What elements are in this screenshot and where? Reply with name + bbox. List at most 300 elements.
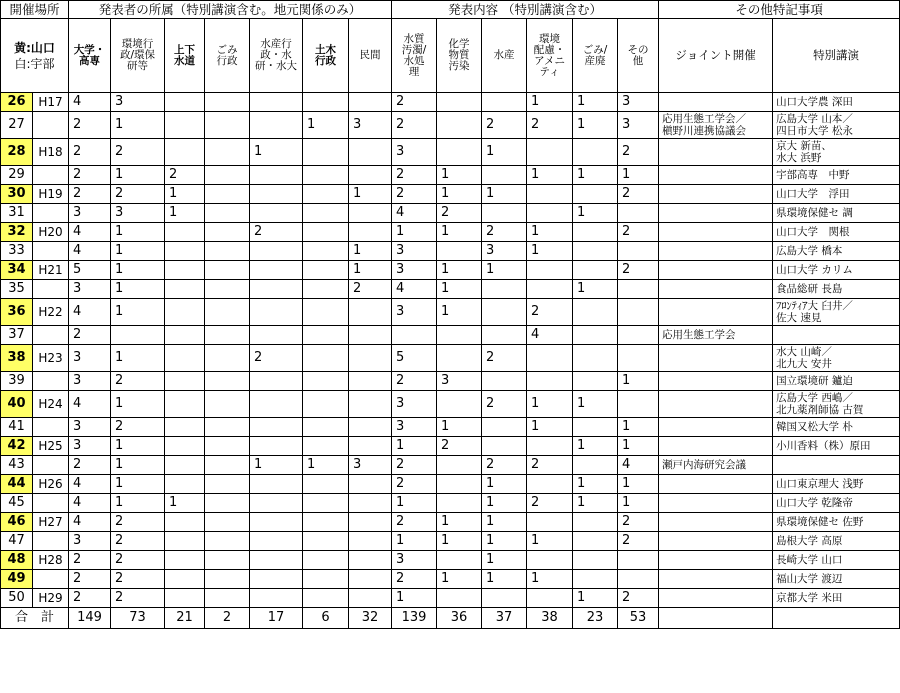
count-cell (205, 551, 250, 570)
count-cell (165, 261, 205, 280)
joint-event (659, 513, 773, 532)
count-cell: 1 (111, 223, 165, 242)
count-cell (527, 204, 573, 223)
count-cell: 1 (527, 223, 573, 242)
count-cell: 2 (69, 589, 111, 608)
session-number: 41 (1, 418, 33, 437)
joint-event (659, 372, 773, 391)
count-cell (573, 261, 618, 280)
session-year: H19 (33, 185, 69, 204)
count-cell (527, 589, 573, 608)
special-lecture: 広島大学 山本／ 四日市大学 松永 (773, 112, 900, 139)
count-cell: 3 (392, 299, 437, 326)
joint-event (659, 185, 773, 204)
header-affiliation: 発表者の所属（特別講演含む。地元関係のみ） (69, 1, 392, 19)
count-cell (482, 372, 527, 391)
count-cell: 2 (527, 494, 573, 513)
total-label: 合 計 (1, 608, 69, 629)
count-cell (618, 280, 659, 299)
count-cell: 1 (392, 532, 437, 551)
count-cell (482, 204, 527, 223)
joint-event (659, 551, 773, 570)
count-cell: 2 (392, 372, 437, 391)
count-cell (250, 391, 303, 418)
count-cell: 1 (437, 223, 482, 242)
count-cell: 1 (111, 112, 165, 139)
count-cell: 3 (392, 139, 437, 166)
count-cell: 2 (482, 345, 527, 372)
session-number: 38 (1, 345, 33, 372)
count-cell (618, 299, 659, 326)
count-cell: 5 (69, 261, 111, 280)
count-cell: 1 (482, 475, 527, 494)
table-row (1, 475, 900, 494)
table-row (1, 299, 900, 326)
table-row (1, 261, 900, 280)
count-cell: 1 (349, 242, 392, 261)
joint-event: 応用生態工学会 (659, 326, 773, 345)
count-cell (618, 326, 659, 345)
count-cell (349, 326, 392, 345)
special-lecture: 山口大学 乾隆帝 (773, 494, 900, 513)
count-cell (205, 185, 250, 204)
table-row (1, 589, 900, 608)
session-year (33, 280, 69, 299)
count-cell: 1 (437, 532, 482, 551)
column-header-12: その 他 (618, 19, 659, 93)
count-cell (250, 589, 303, 608)
count-cell (437, 345, 482, 372)
count-cell: 1 (527, 418, 573, 437)
count-cell (303, 551, 349, 570)
count-cell (205, 532, 250, 551)
count-cell: 2 (111, 185, 165, 204)
count-cell (349, 139, 392, 166)
session-year: H26 (33, 475, 69, 494)
session-number: 47 (1, 532, 33, 551)
count-cell (618, 242, 659, 261)
count-cell: 1 (111, 345, 165, 372)
count-cell (250, 93, 303, 112)
count-cell (618, 570, 659, 589)
count-cell (205, 261, 250, 280)
table-row (1, 139, 900, 166)
count-cell: 2 (527, 299, 573, 326)
special-lecture: 京大 新苗、 水大 浜野 (773, 139, 900, 166)
count-cell (573, 223, 618, 242)
table-row (1, 494, 900, 513)
count-cell: 2 (69, 139, 111, 166)
count-cell (165, 299, 205, 326)
session-year (33, 326, 69, 345)
column-header-2: 上下 水道 (165, 19, 205, 93)
session-year: H18 (33, 139, 69, 166)
count-cell: 2 (618, 223, 659, 242)
session-number: 33 (1, 242, 33, 261)
session-year: H29 (33, 589, 69, 608)
count-cell: 4 (618, 456, 659, 475)
total-cell: 139 (392, 608, 437, 629)
total-cell: 6 (303, 608, 349, 629)
count-cell (165, 372, 205, 391)
count-cell: 2 (392, 475, 437, 494)
session-year: H17 (33, 93, 69, 112)
count-cell: 1 (618, 475, 659, 494)
count-cell: 2 (69, 551, 111, 570)
table-row (1, 93, 900, 112)
count-cell (303, 345, 349, 372)
session-number: 39 (1, 372, 33, 391)
session-year (33, 418, 69, 437)
count-cell: 3 (111, 204, 165, 223)
count-cell: 3 (111, 93, 165, 112)
count-cell (205, 437, 250, 456)
count-cell: 1 (482, 513, 527, 532)
count-cell (205, 242, 250, 261)
joint-event (659, 418, 773, 437)
session-number: 50 (1, 589, 33, 608)
count-cell (527, 475, 573, 494)
count-cell (482, 418, 527, 437)
count-cell: 1 (527, 532, 573, 551)
count-cell: 1 (618, 437, 659, 456)
count-cell (205, 166, 250, 185)
count-cell: 1 (111, 456, 165, 475)
count-cell (303, 532, 349, 551)
table-row (1, 437, 900, 456)
count-cell (303, 475, 349, 494)
count-cell: 2 (527, 112, 573, 139)
count-cell (205, 112, 250, 139)
count-cell: 2 (111, 418, 165, 437)
count-cell (111, 326, 165, 345)
session-number: 30 (1, 185, 33, 204)
table-row (1, 185, 900, 204)
count-cell: 1 (250, 456, 303, 475)
count-cell: 2 (392, 166, 437, 185)
total-cell: 149 (69, 608, 111, 629)
count-cell (303, 494, 349, 513)
count-cell (303, 418, 349, 437)
count-cell (303, 204, 349, 223)
count-cell (205, 326, 250, 345)
count-cell: 2 (437, 204, 482, 223)
table-row (1, 513, 900, 532)
session-year (33, 456, 69, 475)
header-legend (1, 19, 69, 93)
total-cell: 21 (165, 608, 205, 629)
total-cell: 37 (482, 608, 527, 629)
count-cell (349, 532, 392, 551)
count-cell (205, 418, 250, 437)
count-cell: 2 (250, 345, 303, 372)
count-cell (482, 93, 527, 112)
count-cell (437, 242, 482, 261)
count-cell: 1 (618, 494, 659, 513)
special-lecture (773, 326, 900, 345)
count-cell: 2 (392, 456, 437, 475)
total-joint-empty (659, 608, 773, 629)
special-lecture: 県環境保健セ 調 (773, 204, 900, 223)
count-cell (205, 456, 250, 475)
count-cell (165, 532, 205, 551)
joint-event (659, 93, 773, 112)
count-cell (349, 570, 392, 589)
count-cell (349, 589, 392, 608)
count-cell: 3 (618, 93, 659, 112)
session-year: H25 (33, 437, 69, 456)
count-cell (437, 391, 482, 418)
count-cell (165, 456, 205, 475)
count-cell: 1 (482, 494, 527, 513)
session-year: H24 (33, 391, 69, 418)
count-cell (303, 391, 349, 418)
special-lecture: 山口大学 カリム (773, 261, 900, 280)
count-cell (303, 280, 349, 299)
legend-ube: 白:宇部 (14, 56, 55, 71)
count-cell: 1 (482, 532, 527, 551)
session-number: 46 (1, 513, 33, 532)
session-year: H20 (33, 223, 69, 242)
count-cell (349, 475, 392, 494)
count-cell (303, 589, 349, 608)
count-cell (527, 185, 573, 204)
count-cell (205, 513, 250, 532)
session-year: H28 (33, 551, 69, 570)
count-cell: 4 (392, 204, 437, 223)
count-cell: 3 (69, 204, 111, 223)
session-year (33, 112, 69, 139)
count-cell: 2 (111, 551, 165, 570)
count-cell (573, 418, 618, 437)
count-cell (303, 437, 349, 456)
count-cell (205, 494, 250, 513)
count-cell: 1 (392, 494, 437, 513)
special-lecture: 小川香料（株）原田 (773, 437, 900, 456)
special-lecture: 水大 山崎／ 北九大 安井 (773, 345, 900, 372)
total-cell: 23 (573, 608, 618, 629)
count-cell: 1 (482, 261, 527, 280)
special-lecture: 宇部高専 中野 (773, 166, 900, 185)
special-lecture: 山口東京理大 浅野 (773, 475, 900, 494)
count-cell (482, 280, 527, 299)
count-cell: 2 (165, 166, 205, 185)
count-cell (205, 345, 250, 372)
count-cell: 1 (111, 475, 165, 494)
count-cell: 1 (349, 261, 392, 280)
count-cell: 3 (69, 437, 111, 456)
count-cell (349, 418, 392, 437)
column-header-4: 水産行 政・水 研・水大 (250, 19, 303, 93)
count-cell: 2 (69, 166, 111, 185)
count-cell (303, 326, 349, 345)
count-cell: 1 (527, 242, 573, 261)
session-number: 27 (1, 112, 33, 139)
count-cell (165, 475, 205, 494)
count-cell: 4 (69, 223, 111, 242)
count-cell (303, 93, 349, 112)
legend-yamaguchi: 黄:山口 (14, 40, 55, 55)
count-cell: 1 (437, 166, 482, 185)
count-cell (165, 280, 205, 299)
count-cell (303, 261, 349, 280)
count-cell: 3 (392, 261, 437, 280)
count-cell (437, 456, 482, 475)
session-year (33, 570, 69, 589)
count-cell: 4 (69, 513, 111, 532)
count-cell (573, 551, 618, 570)
count-cell (527, 437, 573, 456)
count-cell: 3 (392, 551, 437, 570)
count-cell: 2 (69, 570, 111, 589)
count-cell: 2 (111, 589, 165, 608)
session-year: H27 (33, 513, 69, 532)
special-lecture: 山口大学 関根 (773, 223, 900, 242)
session-number: 31 (1, 204, 33, 223)
table-row (1, 418, 900, 437)
session-number: 36 (1, 299, 33, 326)
column-header-5: 土木 行政 (303, 19, 349, 93)
count-cell: 1 (618, 166, 659, 185)
special-lecture: 山口大学農 深田 (773, 93, 900, 112)
count-cell (573, 570, 618, 589)
joint-event (659, 589, 773, 608)
count-cell: 3 (392, 391, 437, 418)
count-cell: 2 (392, 93, 437, 112)
count-cell: 1 (392, 589, 437, 608)
count-cell (349, 223, 392, 242)
count-cell: 1 (527, 166, 573, 185)
count-cell: 4 (69, 391, 111, 418)
count-cell (437, 551, 482, 570)
count-cell (392, 326, 437, 345)
count-cell: 2 (618, 261, 659, 280)
count-cell: 3 (69, 280, 111, 299)
count-cell: 2 (111, 532, 165, 551)
count-cell: 1 (111, 261, 165, 280)
count-cell: 1 (573, 93, 618, 112)
special-lecture: 国立環境研 鑪迫 (773, 372, 900, 391)
count-cell: 3 (69, 345, 111, 372)
count-cell: 1 (437, 280, 482, 299)
count-cell (573, 139, 618, 166)
count-cell: 1 (527, 93, 573, 112)
count-cell (303, 570, 349, 589)
count-cell (573, 326, 618, 345)
count-cell: 1 (482, 139, 527, 166)
count-cell: 1 (573, 437, 618, 456)
total-cell: 73 (111, 608, 165, 629)
count-cell (165, 437, 205, 456)
joint-event (659, 261, 773, 280)
count-cell: 1 (437, 570, 482, 589)
count-cell: 1 (392, 223, 437, 242)
count-cell (437, 112, 482, 139)
count-cell: 1 (573, 391, 618, 418)
total-lecture-empty (773, 608, 900, 629)
special-lecture: ﾌﾛﾝﾃｨｱ大 臼井／ 佐大 速見 (773, 299, 900, 326)
count-cell: 1 (573, 112, 618, 139)
count-cell (527, 345, 573, 372)
count-cell (165, 513, 205, 532)
column-header-6: 民間 (349, 19, 392, 93)
joint-event (659, 494, 773, 513)
column-header-8: 化学 物質 汚染 (437, 19, 482, 93)
table-row (1, 551, 900, 570)
special-lecture: 食品総研 長島 (773, 280, 900, 299)
count-cell: 1 (111, 494, 165, 513)
count-cell (250, 437, 303, 456)
session-number: 34 (1, 261, 33, 280)
count-cell (165, 326, 205, 345)
total-cell: 2 (205, 608, 250, 629)
column-header-10: 環境 配慮・ アメニ ティ (527, 19, 573, 93)
count-cell: 2 (527, 456, 573, 475)
count-cell (303, 223, 349, 242)
special-lecture: 韓国又松大学 朴 (773, 418, 900, 437)
column-header-9: 水産 (482, 19, 527, 93)
count-cell (349, 204, 392, 223)
count-cell (618, 345, 659, 372)
count-cell (303, 513, 349, 532)
count-cell (165, 242, 205, 261)
session-year (33, 494, 69, 513)
joint-event (659, 139, 773, 166)
session-number: 43 (1, 456, 33, 475)
count-cell (573, 372, 618, 391)
count-cell: 2 (111, 570, 165, 589)
joint-event (659, 532, 773, 551)
count-cell (250, 261, 303, 280)
joint-event (659, 299, 773, 326)
count-cell (165, 391, 205, 418)
count-cell: 1 (437, 261, 482, 280)
count-cell: 1 (482, 551, 527, 570)
session-number: 32 (1, 223, 33, 242)
count-cell (165, 139, 205, 166)
count-cell: 4 (69, 494, 111, 513)
count-cell (250, 551, 303, 570)
count-cell (482, 589, 527, 608)
count-cell: 1 (303, 456, 349, 475)
session-year (33, 204, 69, 223)
count-cell (250, 242, 303, 261)
session-number: 42 (1, 437, 33, 456)
count-cell: 4 (69, 93, 111, 112)
column-header-13: ジョイント開催 (659, 19, 773, 93)
count-cell: 2 (111, 139, 165, 166)
table-row (1, 456, 900, 475)
special-lecture: 福山大学 渡辺 (773, 570, 900, 589)
total-cell: 53 (618, 608, 659, 629)
count-cell: 2 (618, 185, 659, 204)
session-number: 40 (1, 391, 33, 418)
count-cell: 2 (392, 570, 437, 589)
count-cell: 1 (111, 391, 165, 418)
count-cell (205, 223, 250, 242)
column-header-3: ごみ 行政 (205, 19, 250, 93)
count-cell: 2 (69, 112, 111, 139)
session-year (33, 242, 69, 261)
count-cell (618, 391, 659, 418)
count-cell (250, 494, 303, 513)
session-number: 35 (1, 280, 33, 299)
total-cell: 36 (437, 608, 482, 629)
count-cell (349, 437, 392, 456)
session-year (33, 532, 69, 551)
special-lecture (773, 456, 900, 475)
total-row (1, 608, 900, 629)
